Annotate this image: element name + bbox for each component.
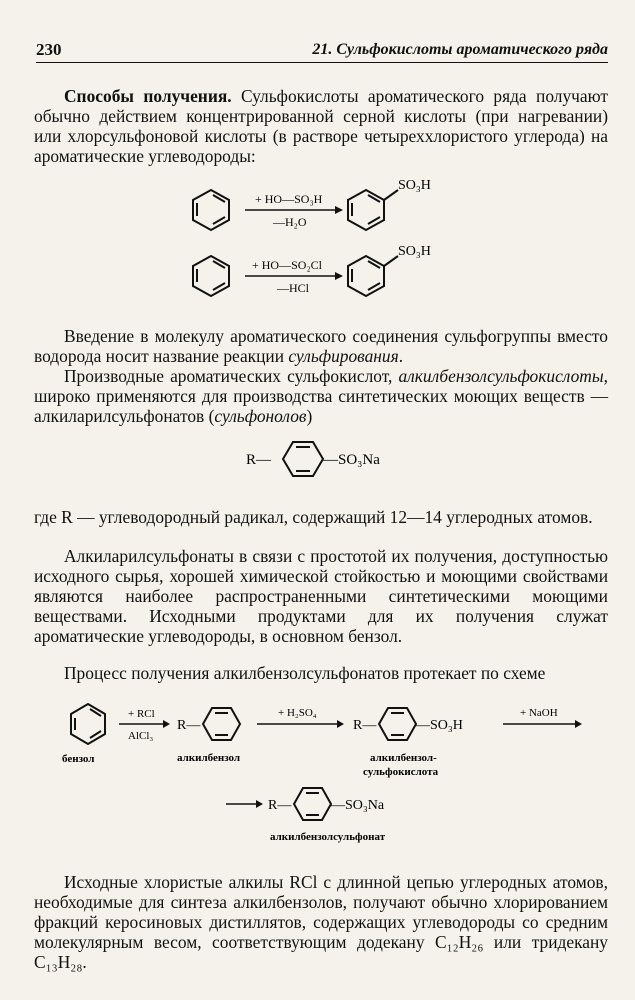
sulfonol-formula (0, 432, 635, 488)
derivatives-text-1: Производные ароматических сульфокислот, (64, 366, 399, 386)
label-acid-line1: алкилбензол- (370, 752, 437, 764)
benzene-ring-icon (193, 256, 229, 296)
para-benzene-ring-icon (294, 788, 331, 820)
label-benzene: бензол (62, 753, 95, 765)
reagent-above-1: + HO—SO₃H (255, 192, 323, 206)
running-title: 21. Сульфокислоты ароматического ряда (312, 41, 608, 58)
sulfonation-text: Введение в молекулу ароматического соединения сульфогруппы вместо водорода носит название реакции (34, 326, 608, 366)
label-sulfonate: алкилбензолсульфонат (270, 831, 386, 843)
arrow1-above: + RCl (128, 708, 155, 720)
derivatives-text-3: ) (306, 406, 313, 426)
final-paragraph: Исходные хлористые алкилы RCl с длинной цепью углеродных атомов, необходимые для синтеза алкилбензолов, получают обычно хлорированием фракций керосиновых дистиллятов, содержащих углеводороды со средним молекулярным весом, соответствующим додекану C₁₂H₂₆ или тридекану C₁₃H₂₈. (34, 872, 608, 972)
sulfonation-end: . (398, 346, 404, 366)
process-paragraph: Процесс получения алкилбензолсульфонатов протекает по схеме (64, 663, 546, 683)
intro-text: Сульфокислоты ароматического ряда получают обычно действием концентрированной серной кислоты (при нагревании) или хлорсульфоновой кислоты (в растворе четыреххлористого углерода) на ароматические углеводороды: (34, 86, 608, 166)
derivatives-term-2: сульфонолов (214, 406, 307, 426)
benzenesulfonic-acid-ring-icon (348, 256, 398, 296)
para-benzene-ring-icon (283, 442, 323, 476)
byproduct-below-2: —HCl (277, 281, 310, 295)
byproduct-below-1: —H₂O (273, 215, 307, 229)
r-group-alkylbenzene: R— (177, 718, 201, 733)
arrowhead-icon (575, 720, 582, 728)
sulfonation-term: сульфирования (288, 346, 399, 366)
benzene-ring-icon (71, 704, 105, 744)
arrow1-below: AlCl₃ (128, 730, 154, 742)
arrowhead-icon (256, 800, 263, 808)
arrow2-above: + H₂SO₄ (278, 707, 317, 719)
intro-paragraph (34, 86, 608, 166)
arrowhead-icon (335, 206, 343, 214)
r-group-sulfonate: R— (268, 798, 292, 813)
para-benzene-ring-icon (203, 708, 240, 740)
benzenesulfonic-acid-ring-icon (348, 190, 398, 230)
para-benzene-ring-icon (379, 708, 416, 740)
arrowhead-icon (337, 720, 344, 728)
product-group-2: SO₃H (398, 244, 431, 259)
process-scheme (0, 700, 635, 850)
r-group-acid: R— (353, 718, 377, 733)
intro-heading: Способы получения. (64, 86, 232, 106)
sulfonate-group: —SO₃Na (331, 798, 385, 813)
sulfonic-group: —SO₃H (416, 718, 463, 733)
sulfonation-paragraph (34, 326, 608, 366)
arrowhead-icon (335, 272, 343, 280)
label-acid-line2: сульфокислота (363, 766, 439, 778)
page-number: 230 (36, 40, 62, 59)
reagent-above-2: + HO—SO₂Cl (252, 258, 322, 272)
arrowhead-icon (163, 720, 170, 728)
where-paragraph: где R — углеводородный радикал, содержащий 12—14 углеродных атомов. (34, 507, 593, 527)
arrow3-above: + NaOH (520, 707, 558, 719)
derivatives-paragraph (34, 366, 608, 426)
r-group-label: R— (246, 452, 272, 468)
alkylaryl-paragraph: Алкиларилсульфонаты в связи с простотой их получения, доступностью исходного сырья, хорошей химической стойкостью и моющими свойствами являются наиболее распространенными синтетическими моющими веществами. Исходными продуктами для их получения служат ароматические углеводороды, в основном бензол. (34, 546, 608, 646)
sulfonation-reactions (0, 176, 635, 316)
benzene-ring-icon (193, 190, 229, 230)
label-alkylbenzene: алкилбензол (177, 752, 241, 764)
product-group-1: SO₃H (398, 178, 431, 193)
sulfonate-group-label: —SO₃Na (323, 452, 380, 468)
derivatives-term-1: алкилбензолсульфокислоты (398, 366, 604, 386)
derivatives-text-2: , широко применяются для производства синтетических моющих веществ — алкиларилсульфонатов ( (34, 366, 608, 426)
page-header (36, 40, 608, 63)
